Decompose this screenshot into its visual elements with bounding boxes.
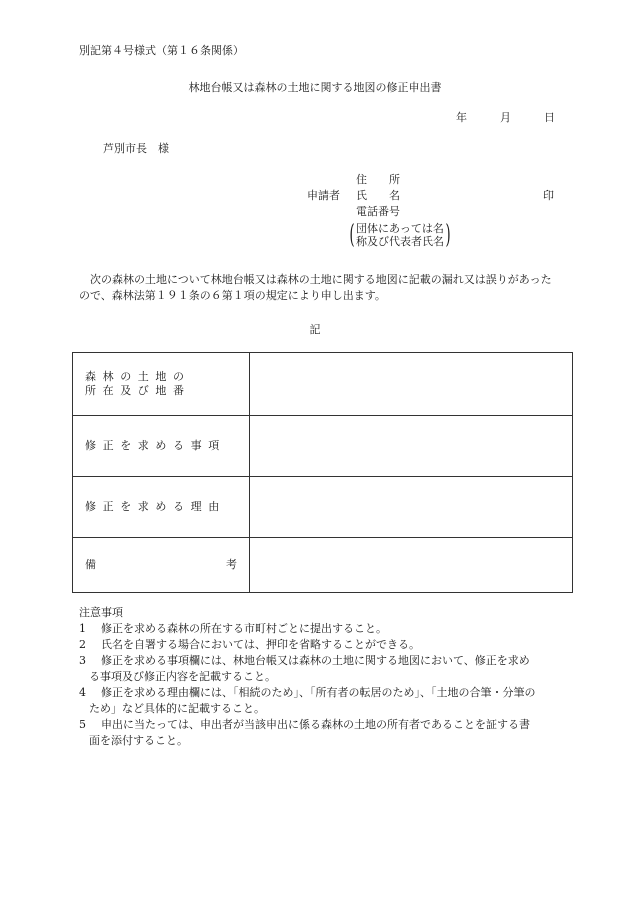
- field-remarks[interactable]: [250, 538, 573, 593]
- seal-mark: 印: [543, 189, 554, 202]
- applicant-label: 申請者: [307, 189, 340, 202]
- document-title: 林地台帳又は森林の土地に関する地図の修正申出書: [188, 81, 442, 94]
- table-row: [73, 538, 573, 593]
- date-month: 月: [500, 111, 511, 124]
- ki-heading: 記: [309, 323, 321, 336]
- note-continuation: 面を添付すること。: [89, 734, 188, 747]
- table-row: [73, 353, 573, 416]
- note-number: 1: [79, 622, 86, 635]
- note-item: [79, 717, 569, 749]
- note-number: 3: [79, 654, 86, 667]
- body-paragraph: 次の森林の土地について林地台帳又は森林の土地に関する地図に記載の漏れ又は誤りがあったので、森林法第１９１条の６第１項の規定により申し出ます。: [79, 273, 552, 302]
- org-line-1: 団体にあっては名: [356, 222, 444, 235]
- label-location-line-2: 所在及び地番: [85, 384, 191, 397]
- table-row: [73, 477, 573, 538]
- note-number: 4: [79, 686, 86, 699]
- label-correction-reason: 修正を求める理由: [73, 477, 250, 538]
- note-number: 5: [79, 718, 86, 731]
- date-day: 日: [544, 111, 555, 124]
- table-row: [73, 416, 573, 477]
- addressee: 芦別市長 様: [103, 142, 169, 155]
- name-label: 氏 名: [356, 189, 400, 202]
- remarks-char-1: 備: [85, 557, 96, 571]
- date-year: 年: [456, 111, 467, 124]
- field-correction-item[interactable]: [250, 416, 573, 477]
- field-location[interactable]: [250, 353, 573, 416]
- org-line-2: 称及び代表者氏名: [356, 235, 444, 248]
- organization-note: [349, 220, 451, 250]
- field-correction-reason[interactable]: [250, 477, 573, 538]
- remarks-char-2: 考: [226, 557, 237, 571]
- note-text: 氏名を自署する場合においては、押印を省略することができる。: [101, 638, 420, 651]
- paren-right: ): [445, 220, 451, 250]
- date-line: [456, 111, 555, 125]
- note-item: [79, 653, 569, 685]
- label-location-line-1: 森林の土地の: [85, 369, 191, 383]
- form-number: 別記第４号様式（第１６条関係）: [79, 44, 244, 57]
- note-text: 申出に当たっては、申出者が当該申出に係る森林の土地の所有者であることを証する書: [101, 718, 530, 731]
- note-continuation: ため」など具体的に記載すること。: [89, 702, 265, 715]
- paren-left: (: [349, 220, 355, 250]
- label-remarks: [73, 538, 250, 593]
- record-table: [72, 352, 573, 593]
- notes-section: [79, 605, 569, 749]
- note-continuation: る事項及び修正内容を記載すること。: [89, 670, 276, 683]
- note-text: 修正を求める事項欄には、林地台帳又は森林の土地に関する地図において、修正を求め: [101, 654, 530, 667]
- note-text: 修正を求める理由欄には、「相続のため」、「所有者の転居のため」、「土地の合筆・分筆の: [101, 686, 536, 699]
- address-label: 住 所: [356, 173, 400, 186]
- note-item: [79, 637, 569, 653]
- label-location: [73, 353, 250, 416]
- notes-heading: 注意事項: [79, 606, 123, 619]
- note-text: 修正を求める森林の所在する市町村ごとに提出すること。: [101, 622, 387, 635]
- note-item: [79, 621, 569, 637]
- label-correction-item: 修正を求める事項: [73, 416, 250, 477]
- phone-label: 電話番号: [356, 205, 400, 218]
- note-item: [79, 685, 569, 717]
- note-number: 2: [79, 638, 86, 651]
